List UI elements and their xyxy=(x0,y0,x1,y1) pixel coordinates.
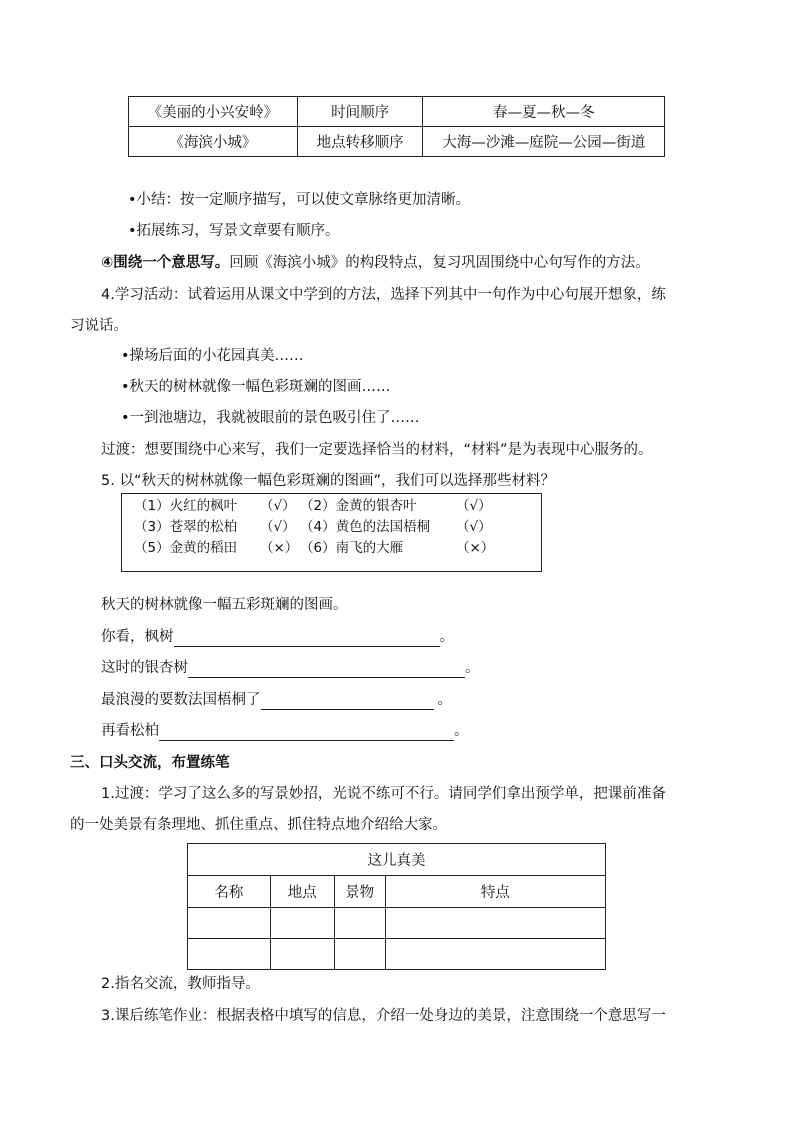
material-label: （4）黄色的法国梧桐 xyxy=(300,519,431,535)
check-mark: （√） xyxy=(456,498,492,514)
empty-cell[interactable] xyxy=(334,908,385,939)
fill-period: 。 xyxy=(465,660,480,676)
section-4-bold: ④围绕一个意思写。 xyxy=(101,255,230,271)
material-label: （1）火红的枫叶 xyxy=(134,498,238,514)
fill-prefix: 这时的银杏树 xyxy=(101,660,188,676)
paragraph-1-line-2: 的一处美景有条理地、抓住重点、抓住特点地介绍给大家。 xyxy=(70,817,447,833)
empty-cell[interactable] xyxy=(385,908,605,939)
fill-period: 。 xyxy=(454,723,469,739)
check-mark: （√） xyxy=(456,519,492,535)
cross-mark: （×） xyxy=(260,540,299,556)
check-mark: （√） xyxy=(260,519,296,535)
transition-text: 过渡：想要围绕中心来写，我们一定要选择恰当的材料，“材料”是为表现中心服务的。 xyxy=(101,442,653,458)
table-cell: 大海—沙滩—庭院—公园—街道 xyxy=(423,127,665,157)
list-item xyxy=(134,538,541,559)
table-title: 这儿真美 xyxy=(188,844,606,876)
blank-input[interactable] xyxy=(261,693,434,710)
section-4-heading xyxy=(101,253,650,273)
column-header: 景物 xyxy=(334,876,385,908)
list-item xyxy=(134,517,541,538)
list-item xyxy=(134,496,541,517)
table-row xyxy=(129,97,665,127)
material-label: （2）金黄的银杏叶 xyxy=(300,498,417,514)
column-header: 地点 xyxy=(270,876,334,908)
empty-cell[interactable] xyxy=(385,939,605,970)
summary-bullet: •小结：按一定顺序描写，可以使文章脉络更加清晰。 xyxy=(128,192,471,208)
empty-cell[interactable] xyxy=(188,939,271,970)
sentence-bullet: •一到池塘边，我就被眼前的景色吸引住了…… xyxy=(121,410,420,426)
blank-input[interactable] xyxy=(174,630,440,647)
table-cell: 地点转移顺序 xyxy=(297,127,423,157)
empty-cell[interactable] xyxy=(270,939,334,970)
fill-prefix: 最浪漫的要数法国梧桐了 xyxy=(101,692,261,708)
fill-prefix: 再看松柏 xyxy=(101,723,159,739)
materials-box xyxy=(121,493,542,572)
sentence-bullet: •操场后面的小花园真美…… xyxy=(121,348,304,364)
table-cell: 春—夏—秋—冬 xyxy=(423,97,665,127)
table-row xyxy=(188,908,606,939)
paragraph-3: 3.课后练笔作业：根据表格中填写的信息，介绍一处身边的美景，注意围绕一个意思写一 xyxy=(101,1008,666,1024)
fill-line-maple xyxy=(101,627,454,647)
fill-line-plane-tree xyxy=(101,690,452,710)
table-cell: 时间顺序 xyxy=(297,97,423,127)
column-header: 名称 xyxy=(188,876,271,908)
paragraph-2: 2.指名交流，教师指导。 xyxy=(101,976,260,992)
scenery-table xyxy=(187,843,606,970)
sentence-bullet: •秋天的树林就像一幅色彩斑斓的图画…… xyxy=(121,379,391,395)
fill-intro: 秋天的树林就像一幅五彩斑斓的图画。 xyxy=(101,597,348,613)
blank-input[interactable] xyxy=(159,724,454,741)
check-mark: （√） xyxy=(260,498,296,514)
material-label: （3）苍翠的松柏 xyxy=(134,519,238,535)
section-4-text: 回顾《海滨小城》的构段特点，复习巩固围绕中心句写作的方法。 xyxy=(229,255,650,271)
fill-period: 。 xyxy=(437,692,452,708)
item-4-line-1: 4.学习活动：试着运用从课文中学到的方法，选择下列其中一句作为中心句展开想象，练 xyxy=(101,287,666,303)
section-3-title: 三、口头交流，布置练笔 xyxy=(70,755,230,771)
order-table xyxy=(128,96,665,157)
column-header: 特点 xyxy=(385,876,605,908)
fill-line-pine xyxy=(101,721,469,741)
table-title-row xyxy=(188,844,606,876)
extension-bullet: •拓展练习，写景文章要有顺序。 xyxy=(128,223,340,239)
table-row xyxy=(129,127,665,157)
paragraph-1-line-1: 1.过渡：学习了这么多的写景妙招，光说不练可不行。请同学们拿出预学单，把课前准备 xyxy=(101,786,666,802)
empty-cell[interactable] xyxy=(270,908,334,939)
material-label: （5）金黄的稻田 xyxy=(134,540,238,556)
table-row xyxy=(188,939,606,970)
fill-prefix: 你看，枫树 xyxy=(101,629,174,645)
fill-period: 。 xyxy=(439,629,454,645)
item-4-line-2: 习说话。 xyxy=(70,318,128,334)
empty-cell[interactable] xyxy=(188,908,271,939)
item-5-question: 5. 以“秋天的树林就像一幅色彩斑斓的图画”，我们可以选择那些材料？ xyxy=(101,473,555,489)
table-header-row xyxy=(188,876,606,908)
blank-input[interactable] xyxy=(188,661,465,678)
table-cell: 《美丽的小兴安岭》 xyxy=(129,97,298,127)
cross-mark: （×） xyxy=(456,540,495,556)
material-label: （6）南飞的大雁 xyxy=(300,540,404,556)
fill-line-ginkgo xyxy=(101,658,480,678)
table-cell: 《海滨小城》 xyxy=(129,127,298,157)
empty-cell[interactable] xyxy=(334,939,385,970)
